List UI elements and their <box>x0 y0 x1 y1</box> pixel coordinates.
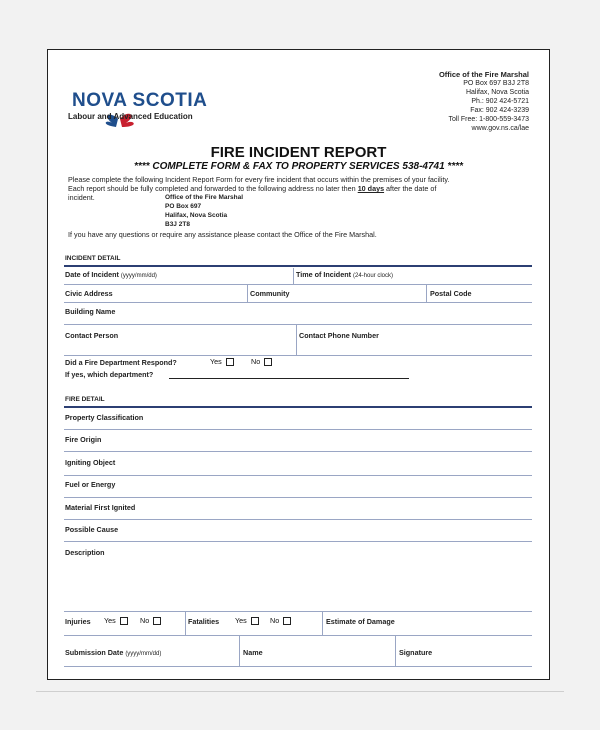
address-web: www.gov.ns.ca/lae <box>471 125 529 132</box>
instructions-line-3: incident. <box>68 193 95 202</box>
fire-origin-field[interactable]: Fire Origin <box>65 435 102 444</box>
address-city: Halifax, Nova Scotia <box>465 89 529 96</box>
injuries-label: Injuries <box>65 617 91 626</box>
community-field[interactable]: Community <box>250 289 290 298</box>
name-field[interactable]: Name <box>243 648 263 657</box>
contact-person-field[interactable]: Contact Person <box>65 331 119 340</box>
section-rule <box>64 265 532 267</box>
row-rule <box>64 635 532 636</box>
postal-code-field[interactable]: Postal Code <box>430 289 472 298</box>
incident-detail-heading: INCIDENT DETAIL <box>65 255 121 262</box>
row-rule <box>64 284 532 285</box>
injuries-no-checkbox[interactable] <box>153 617 161 625</box>
row-rule <box>64 497 532 498</box>
row-rule <box>64 611 532 612</box>
form-subtitle: **** COMPLETE FORM & FAX TO PROPERTY SERVICES 538-4741 **** <box>134 161 463 172</box>
which-department-label: If yes, which department? <box>65 370 154 379</box>
instructions-line-1: Please complete the following Incident Report Form for every fire incident that occurs within the premises of your facility. <box>68 175 450 184</box>
row-rule <box>64 302 532 303</box>
row-rule <box>64 324 532 325</box>
fd-yes-checkbox[interactable] <box>226 358 234 366</box>
injuries-yes-option[interactable]: Yes <box>104 616 128 625</box>
row-rule <box>64 541 532 542</box>
page-footer-rule <box>36 691 564 692</box>
office-address-line: Office of the Fire Marshal <box>165 194 244 201</box>
which-department-input[interactable] <box>169 378 409 379</box>
instructions-contact: If you have any questions or require any assistance please contact the Office of the Fire Marshal. <box>68 230 377 239</box>
building-name-field[interactable]: Building Name <box>65 307 116 316</box>
office-address-line: PO Box 697 <box>165 203 202 210</box>
signature-field[interactable]: Signature <box>399 648 433 657</box>
address-toll-free: Toll Free: 1-800-559-3473 <box>448 116 529 123</box>
office-address-line: B3J 2T8 <box>165 221 190 228</box>
injuries-no-option[interactable]: No <box>140 616 161 625</box>
property-classification-field[interactable]: Property Classification <box>65 413 144 422</box>
field-divider <box>395 636 396 666</box>
time-of-incident-field[interactable]: Time of Incident (24-hour clock) <box>296 270 393 279</box>
section-rule <box>64 406 532 408</box>
material-first-ignited-field[interactable]: Material First Ignited <box>65 503 136 512</box>
fatalities-yes-checkbox[interactable] <box>251 617 259 625</box>
fd-responded-label: Did a Fire Department Respond? <box>65 358 177 367</box>
address-office: Office of the Fire Marshal <box>438 70 529 79</box>
estimate-of-damage-field[interactable]: Estimate of Damage <box>326 617 395 626</box>
fire-detail-heading: FIRE DETAIL <box>65 396 105 403</box>
logo-wordmark: NOVA SCOTIA <box>72 90 208 111</box>
address-fax: Fax: 902 424-3239 <box>470 107 529 114</box>
injuries-yes-checkbox[interactable] <box>120 617 128 625</box>
row-rule <box>64 666 532 667</box>
address-phone: Ph.: 902 424-5721 <box>471 98 529 105</box>
row-rule <box>64 519 532 520</box>
fd-no-option[interactable]: No <box>251 357 272 366</box>
field-divider <box>293 268 294 284</box>
fatalities-no-option[interactable]: No <box>270 616 291 625</box>
fatalities-label: Fatalities <box>188 617 220 626</box>
instructions-line-2: Each report should be fully completed and forwarded to the following address no later then 10 days after the date of <box>68 184 437 193</box>
field-divider <box>247 285 248 302</box>
row-rule <box>64 429 532 430</box>
row-rule <box>64 451 532 452</box>
form-page <box>47 49 550 680</box>
description-field[interactable]: Description <box>65 548 105 557</box>
form-title: FIRE INCIDENT REPORT <box>210 144 387 161</box>
row-rule <box>64 355 532 356</box>
field-divider <box>322 612 323 635</box>
date-of-incident-field[interactable]: Date of Incident (yyyy/mm/dd) <box>65 270 157 279</box>
field-divider <box>239 636 240 666</box>
office-address-line: Halifax, Nova Scotia <box>165 212 228 219</box>
possible-cause-field[interactable]: Possible Cause <box>65 525 119 534</box>
fuel-or-energy-field[interactable]: Fuel or Energy <box>65 480 116 489</box>
contact-phone-field[interactable]: Contact Phone Number <box>299 331 379 340</box>
field-divider <box>185 612 186 635</box>
department-name: Labour and Advanced Education <box>68 112 193 121</box>
fd-yes-option[interactable]: Yes <box>210 357 234 366</box>
row-rule <box>64 475 532 476</box>
address-po-box: PO Box 697 B3J 2T8 <box>463 80 529 87</box>
field-divider <box>296 325 297 355</box>
field-divider <box>426 285 427 302</box>
igniting-object-field[interactable]: Igniting Object <box>65 458 116 467</box>
fatalities-yes-option[interactable]: Yes <box>235 616 259 625</box>
fatalities-no-checkbox[interactable] <box>283 617 291 625</box>
fd-no-checkbox[interactable] <box>264 358 272 366</box>
civic-address-field[interactable]: Civic Address <box>65 289 113 298</box>
submission-date-field[interactable]: Submission Date (yyyy/mm/dd) <box>65 648 162 657</box>
